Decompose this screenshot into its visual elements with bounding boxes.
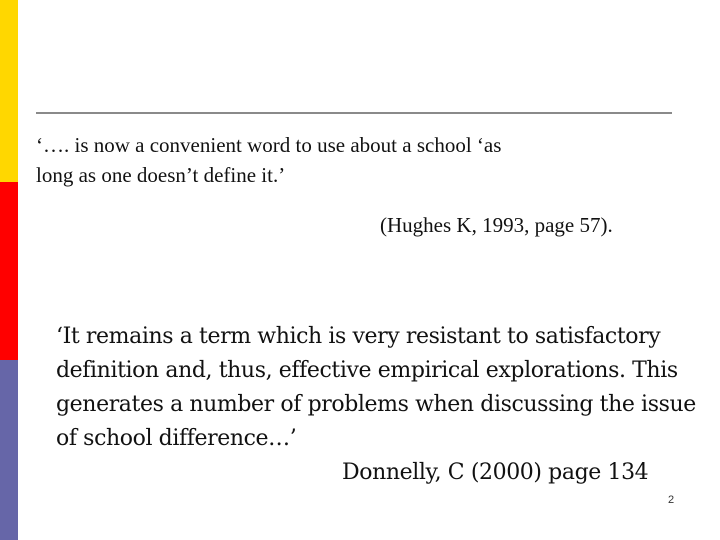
citation-donnelly: Donnelly, C (2000) page 134 xyxy=(342,460,649,485)
title-divider xyxy=(36,112,672,114)
quote-line: long as one doesn’t define it.’ xyxy=(36,163,286,187)
quote-line: of school difference…’ xyxy=(56,426,297,451)
citation-hughes: (Hughes K, 1993, page 57). xyxy=(380,213,613,237)
quote-line: definition and, thus, effective empirical explorations. This xyxy=(56,358,678,383)
quote-line: ‘It remains a term which is very resistant to satisfactory xyxy=(56,324,661,349)
decorative-stripe-blue xyxy=(0,360,18,540)
quote-hughes xyxy=(36,130,686,190)
quote-line: ‘…. is now a convenient word to use about a school ‘as xyxy=(36,133,502,157)
page-number: 2 xyxy=(668,494,675,506)
decorative-stripe-red xyxy=(0,182,18,360)
quote-donnelly xyxy=(56,320,696,456)
decorative-stripe-yellow xyxy=(0,0,18,182)
quote-line: generates a number of problems when discussing the issue xyxy=(56,392,696,417)
